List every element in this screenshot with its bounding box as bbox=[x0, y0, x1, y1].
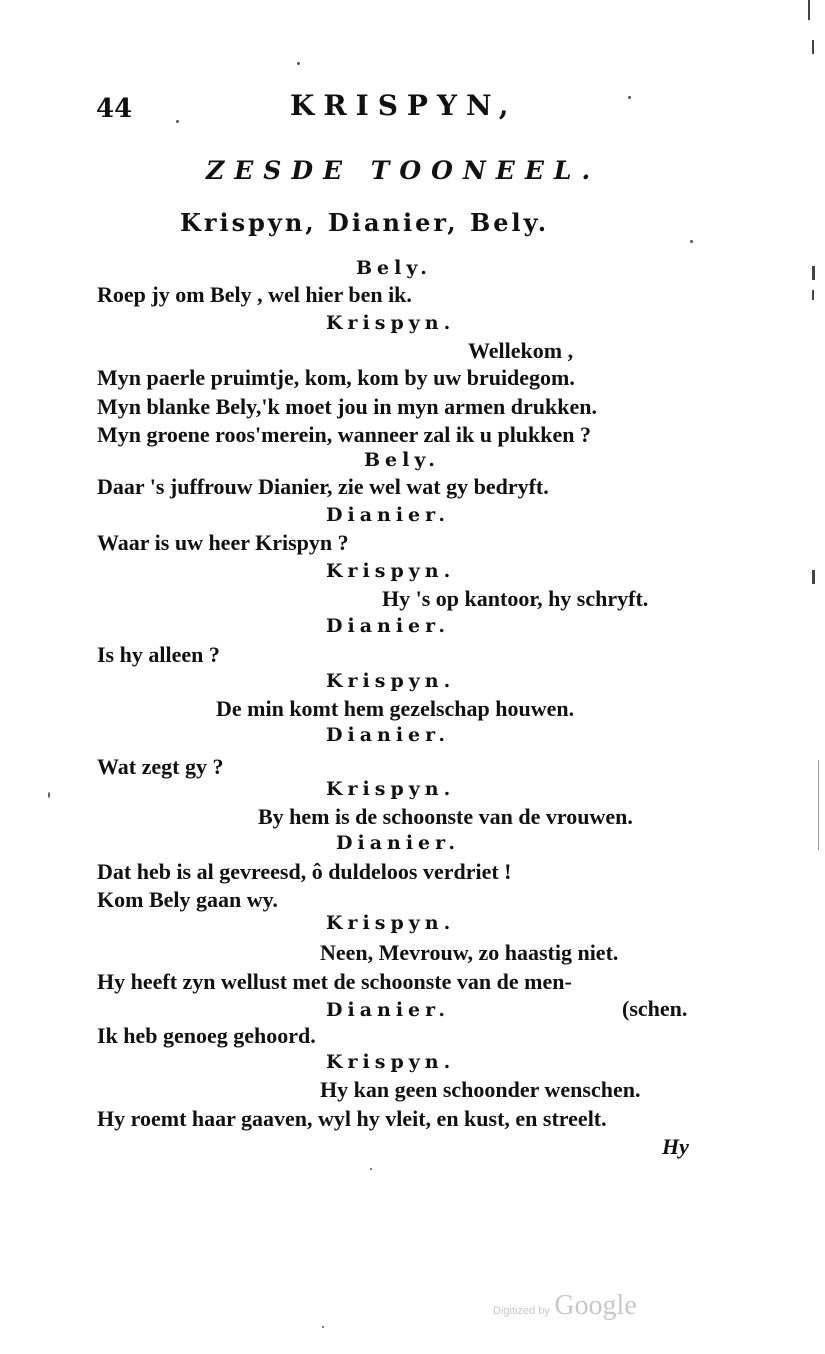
edge-mark bbox=[818, 760, 819, 850]
running-title: KRISPYN, bbox=[290, 89, 518, 122]
speaker-label: Dianier. bbox=[326, 999, 451, 1021]
speck bbox=[48, 792, 50, 798]
speaker-label: Krispyn. bbox=[326, 778, 456, 800]
verse-line: Roep jy om Bely , wel hier ben ik. bbox=[97, 282, 412, 307]
verse-line: Ik heb genoeg gehoord. bbox=[97, 1023, 316, 1048]
verse-line: Wat zegt gy ? bbox=[97, 754, 224, 779]
verse-line: By hem is de schoonste van de vrouwen. bbox=[258, 804, 633, 829]
speaker-label: Dianier. bbox=[326, 615, 451, 637]
speaker-label: Bely. bbox=[356, 257, 432, 279]
scene-title: ZESDE TOONEEL. bbox=[206, 156, 601, 185]
verse-line: Hy heeft zyn wellust met de schoonste van de men- bbox=[97, 969, 572, 994]
verse-line: Is hy alleen ? bbox=[97, 642, 220, 667]
verse-line: Dat heb is al gevreesd, ô duldeloos verdriet ! bbox=[97, 859, 512, 884]
speck bbox=[176, 120, 179, 123]
speaker-label: Krispyn. bbox=[326, 1051, 456, 1073]
google-logo: Google bbox=[554, 1290, 637, 1321]
verse-line: De min komt hem gezelschap houwen. bbox=[216, 696, 575, 721]
speck bbox=[370, 1168, 372, 1170]
edge-mark bbox=[812, 290, 814, 300]
verse-line: Hy roemt haar gaaven, wyl hy vleit, en kust, en streelt. bbox=[97, 1106, 607, 1131]
verse-line: Myn blanke Bely,'k moet jou in myn armen drukken. bbox=[97, 394, 597, 419]
edge-mark bbox=[812, 570, 815, 584]
speck bbox=[628, 96, 631, 99]
speck bbox=[322, 1326, 324, 1328]
verse-line: Neen, Mevrouw, zo haastig niet. bbox=[320, 940, 619, 965]
verse-line: Kom Bely gaan wy. bbox=[97, 887, 278, 912]
catchword: Hy bbox=[662, 1134, 689, 1159]
watermark-prefix: Digitized by bbox=[493, 1305, 550, 1317]
speaker-label: Bely. bbox=[364, 449, 440, 471]
edge-mark bbox=[812, 266, 815, 280]
speaker-label: Krispyn. bbox=[326, 670, 456, 692]
cast-list: Krispyn, Dianier, Bely. bbox=[180, 208, 550, 237]
speaker-label: Dianier. bbox=[326, 504, 451, 526]
verse-line: Hy 's op kantoor, hy schryft. bbox=[382, 586, 649, 611]
verse-line: Wellekom , bbox=[468, 338, 574, 363]
verse-line: Myn paerle pruimtje, kom, kom by uw bruidegom. bbox=[97, 365, 575, 390]
speaker-label: Dianier. bbox=[336, 832, 461, 854]
verse-line: Waar is uw heer Krispyn ? bbox=[97, 530, 349, 555]
speck bbox=[690, 240, 693, 243]
verse-line: Hy kan geen schoonder wenschen. bbox=[320, 1077, 641, 1102]
page-number: 44 bbox=[96, 94, 133, 124]
speaker-label: Krispyn. bbox=[326, 912, 456, 934]
speaker-label: Krispyn. bbox=[326, 560, 456, 582]
verse-line: Myn groene roos'merein, wanneer zal ik u plukken ? bbox=[97, 422, 592, 447]
speaker-label: Dianier. bbox=[326, 724, 451, 746]
speaker-label: Krispyn. bbox=[326, 312, 456, 334]
verse-line-turnover: (schen. bbox=[622, 996, 688, 1021]
edge-mark bbox=[808, 0, 810, 20]
edge-mark bbox=[812, 40, 814, 54]
speck bbox=[297, 62, 300, 65]
digitized-watermark bbox=[493, 1292, 637, 1320]
verse-line: Daar 's juffrouw Dianier, zie wel wat gy bedryft. bbox=[97, 474, 549, 499]
